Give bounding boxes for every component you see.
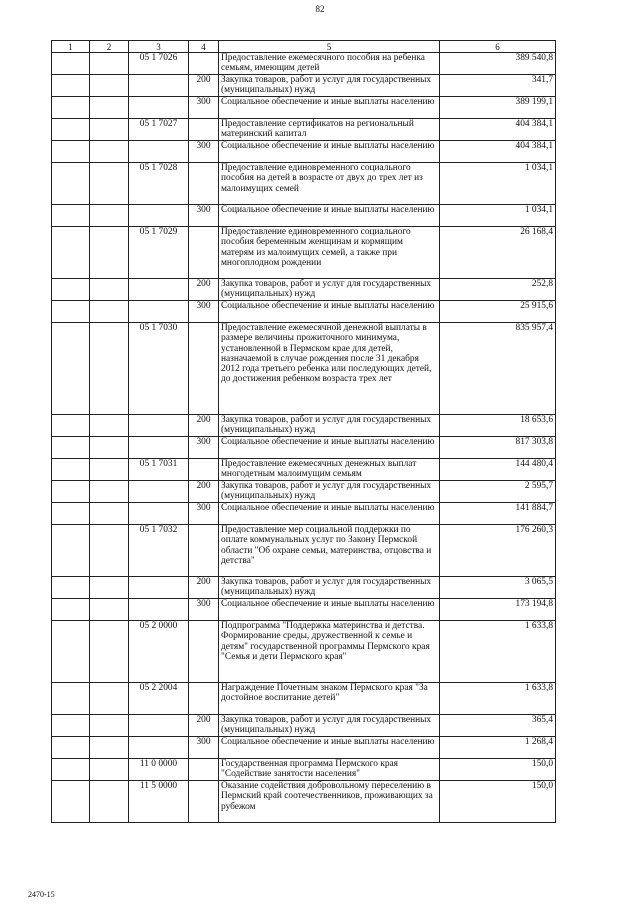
item-name: Социальное обеспечение и иные выплаты населению	[219, 141, 440, 163]
table-row	[52, 227, 556, 279]
expense-type-code: 300	[189, 599, 219, 621]
amount: 150,0	[440, 781, 556, 823]
target-article-code	[129, 415, 189, 437]
target-article-code	[129, 599, 189, 621]
target-article-code: 05 1 7027	[129, 119, 189, 141]
target-article-code	[129, 481, 189, 503]
expense-type-code	[189, 53, 219, 75]
cell-col1	[52, 737, 90, 759]
cell-col1	[52, 781, 90, 823]
target-article-code: 05 2 2004	[129, 683, 189, 715]
cell-col2	[90, 525, 129, 577]
target-article-code	[129, 279, 189, 301]
target-article-code: 05 1 7030	[129, 323, 189, 415]
expense-type-code: 300	[189, 205, 219, 227]
cell-col2	[90, 781, 129, 823]
expense-type-code: 300	[189, 437, 219, 459]
expense-type-code	[189, 119, 219, 141]
target-article-code: 05 2 0000	[129, 621, 189, 683]
table-row	[52, 503, 556, 525]
cell-col1	[52, 163, 90, 205]
table-row	[52, 599, 556, 621]
amount: 173 194,8	[440, 599, 556, 621]
expense-type-code	[189, 459, 219, 481]
cell-col2	[90, 715, 129, 737]
cell-col2	[90, 205, 129, 227]
cell-col1	[52, 683, 90, 715]
table-row	[52, 781, 556, 823]
cell-col2	[90, 437, 129, 459]
target-article-code: 05 1 7029	[129, 227, 189, 279]
amount: 389 199,1	[440, 97, 556, 119]
table-row	[52, 141, 556, 163]
cell-col1	[52, 323, 90, 415]
cell-col2	[90, 227, 129, 279]
expense-type-code	[189, 323, 219, 415]
cell-col2	[90, 301, 129, 323]
cell-col2	[90, 163, 129, 205]
cell-col2	[90, 53, 129, 75]
item-name: Награждение Почетным знаком Пермского края "За достойное воспитание детей"	[219, 683, 440, 715]
cell-col1	[52, 503, 90, 525]
target-article-code	[129, 141, 189, 163]
cell-col1	[52, 599, 90, 621]
item-name: Предоставление мер социальной поддержки по оплате коммунальных услуг по Закону Пермской области "Об охране семьи, материнства, отцовства и детства"	[219, 525, 440, 577]
item-name: Закупка товаров, работ и услуг для государственных (муниципальных) нужд	[219, 715, 440, 737]
column-header-2: 2	[90, 41, 129, 53]
expense-type-code: 300	[189, 97, 219, 119]
target-article-code	[129, 577, 189, 599]
amount: 25 915,6	[440, 301, 556, 323]
cell-col2	[90, 415, 129, 437]
table-row	[52, 205, 556, 227]
cell-col2	[90, 279, 129, 301]
table-row	[52, 279, 556, 301]
cell-col1	[52, 279, 90, 301]
target-article-code: 11 5 0000	[129, 781, 189, 823]
item-name: Закупка товаров, работ и услуг для государственных (муниципальных) нужд	[219, 279, 440, 301]
amount: 18 653,6	[440, 415, 556, 437]
amount: 404 384,1	[440, 141, 556, 163]
cell-col1	[52, 415, 90, 437]
cell-col2	[90, 75, 129, 97]
target-article-code	[129, 97, 189, 119]
page-number: 82	[315, 4, 325, 14]
cell-col1	[52, 97, 90, 119]
target-article-code: 11 0 0000	[129, 759, 189, 781]
item-name: Оказание содействия добровольному переселению в Пермский край соотечественников, проживающих за рубежом	[219, 781, 440, 823]
column-header-3: 3	[129, 41, 189, 53]
cell-col2	[90, 599, 129, 621]
item-name: Предоставление единовременного социального пособия беременным женщинам и кормящим матерям из малоимущих семей, а также при многоплодном рождении	[219, 227, 440, 279]
expense-type-code: 300	[189, 737, 219, 759]
table-row	[52, 119, 556, 141]
cell-col1	[52, 141, 90, 163]
item-name: Предоставление единовременного социального пособия на детей в возрасте от двух до трех лет из малоимущих семей	[219, 163, 440, 205]
cell-col2	[90, 621, 129, 683]
column-header-4: 4	[189, 41, 219, 53]
item-name: Подпрограмма "Поддержка материнства и детства. Формирование среды, дружественной к семье и детям" государственной программы Пермского края "Семья и дети Пермского края"	[219, 621, 440, 683]
amount: 26 168,4	[440, 227, 556, 279]
expense-type-code: 300	[189, 141, 219, 163]
table-row	[52, 415, 556, 437]
expense-type-code	[189, 163, 219, 205]
amount: 1 268,4	[440, 737, 556, 759]
table-row	[52, 683, 556, 715]
item-name: Закупка товаров, работ и услуг для государственных (муниципальных) нужд	[219, 481, 440, 503]
column-header-5: 5	[219, 41, 440, 53]
table-row	[52, 163, 556, 205]
item-name: Социальное обеспечение и иные выплаты населению	[219, 97, 440, 119]
cell-col1	[52, 227, 90, 279]
table-row	[52, 323, 556, 415]
expense-type-code	[189, 759, 219, 781]
expense-type-code: 200	[189, 75, 219, 97]
expense-type-code: 300	[189, 301, 219, 323]
cell-col1	[52, 577, 90, 599]
amount: 141 884,7	[440, 503, 556, 525]
table-row	[52, 437, 556, 459]
cell-col1	[52, 621, 90, 683]
table-row	[52, 621, 556, 683]
table-row	[52, 577, 556, 599]
amount: 817 303,8	[440, 437, 556, 459]
cell-col1	[52, 459, 90, 481]
amount: 176 260,3	[440, 525, 556, 577]
amount: 144 480,4	[440, 459, 556, 481]
expense-type-code: 200	[189, 715, 219, 737]
target-article-code: 05 1 7028	[129, 163, 189, 205]
item-name: Закупка товаров, работ и услуг для государственных (муниципальных) нужд	[219, 75, 440, 97]
cell-col1	[52, 759, 90, 781]
cell-col2	[90, 577, 129, 599]
amount: 365,4	[440, 715, 556, 737]
expense-type-code: 300	[189, 503, 219, 525]
expense-type-code	[189, 781, 219, 823]
target-article-code	[129, 301, 189, 323]
item-name: Социальное обеспечение и иные выплаты населению	[219, 205, 440, 227]
table-row	[52, 759, 556, 781]
column-header-1: 1	[52, 41, 90, 53]
table-row	[52, 459, 556, 481]
expense-type-code	[189, 525, 219, 577]
budget-table	[51, 40, 556, 823]
cell-col2	[90, 323, 129, 415]
target-article-code	[129, 715, 189, 737]
item-name: Предоставление ежемесячного пособия на ребенка семьям, имеющим детей	[219, 53, 440, 75]
expense-type-code: 200	[189, 481, 219, 503]
item-name: Государственная программа Пермского края "Содействие занятости населения"	[219, 759, 440, 781]
table-row	[52, 75, 556, 97]
amount: 389 540,8	[440, 53, 556, 75]
amount: 1 034,1	[440, 205, 556, 227]
amount: 404 384,1	[440, 119, 556, 141]
target-article-code: 05 1 7031	[129, 459, 189, 481]
item-name: Предоставление ежемесячных денежных выплат многодетным малоимущим семьям	[219, 459, 440, 481]
item-name: Предоставление ежемесячной денежной выплаты в размере величины прожиточного минимума, установленной в Пермском крае для детей, назначаемой в случае рождения после 31 декабря 2012 года третьего ребенка или последующих детей, до достижения ребенком возраста трех лет	[219, 323, 440, 415]
expense-type-code	[189, 683, 219, 715]
table-row	[52, 525, 556, 577]
cell-col2	[90, 481, 129, 503]
target-article-code	[129, 75, 189, 97]
target-article-code	[129, 205, 189, 227]
amount: 1 633,8	[440, 683, 556, 715]
table-row	[52, 301, 556, 323]
cell-col1	[52, 119, 90, 141]
table-row	[52, 715, 556, 737]
cell-col1	[52, 481, 90, 503]
table-row	[52, 53, 556, 75]
cell-col1	[52, 525, 90, 577]
item-name: Социальное обеспечение и иные выплаты населению	[219, 503, 440, 525]
cell-col2	[90, 141, 129, 163]
item-name: Закупка товаров, работ и услуг для государственных (муниципальных) нужд	[219, 577, 440, 599]
expense-type-code: 200	[189, 577, 219, 599]
table-body	[52, 53, 556, 823]
cell-col1	[52, 75, 90, 97]
cell-col2	[90, 737, 129, 759]
expense-type-code: 200	[189, 279, 219, 301]
cell-col1	[52, 205, 90, 227]
target-article-code	[129, 503, 189, 525]
amount: 1 633,8	[440, 621, 556, 683]
cell-col1	[52, 715, 90, 737]
target-article-code	[129, 737, 189, 759]
cell-col2	[90, 759, 129, 781]
cell-col2	[90, 683, 129, 715]
header-row	[52, 41, 556, 53]
cell-col1	[52, 53, 90, 75]
expense-type-code: 200	[189, 415, 219, 437]
expense-type-code	[189, 621, 219, 683]
table-row	[52, 97, 556, 119]
amount: 3 065,5	[440, 577, 556, 599]
target-article-code: 05 1 7026	[129, 53, 189, 75]
amount: 341,7	[440, 75, 556, 97]
item-name: Социальное обеспечение и иные выплаты населению	[219, 599, 440, 621]
cell-col2	[90, 119, 129, 141]
amount: 835 957,4	[440, 323, 556, 415]
target-article-code: 05 1 7032	[129, 525, 189, 577]
item-name: Предоставление сертификатов на региональный материнский капитал	[219, 119, 440, 141]
amount: 150,0	[440, 759, 556, 781]
amount: 1 034,1	[440, 163, 556, 205]
amount: 2 595,7	[440, 481, 556, 503]
target-article-code	[129, 437, 189, 459]
cell-col1	[52, 301, 90, 323]
item-name: Социальное обеспечение и иные выплаты населению	[219, 301, 440, 323]
cell-col2	[90, 459, 129, 481]
table-row	[52, 481, 556, 503]
cell-col1	[52, 437, 90, 459]
amount: 252,8	[440, 279, 556, 301]
table-row	[52, 737, 556, 759]
expense-type-code	[189, 227, 219, 279]
item-name: Закупка товаров, работ и услуг для государственных (муниципальных) нужд	[219, 415, 440, 437]
column-header-6: 6	[440, 41, 556, 53]
item-name: Социальное обеспечение и иные выплаты населению	[219, 737, 440, 759]
table-header	[52, 41, 556, 53]
document-code: 2470-15	[28, 890, 55, 899]
cell-col2	[90, 97, 129, 119]
cell-col2	[90, 503, 129, 525]
item-name: Социальное обеспечение и иные выплаты населению	[219, 437, 440, 459]
